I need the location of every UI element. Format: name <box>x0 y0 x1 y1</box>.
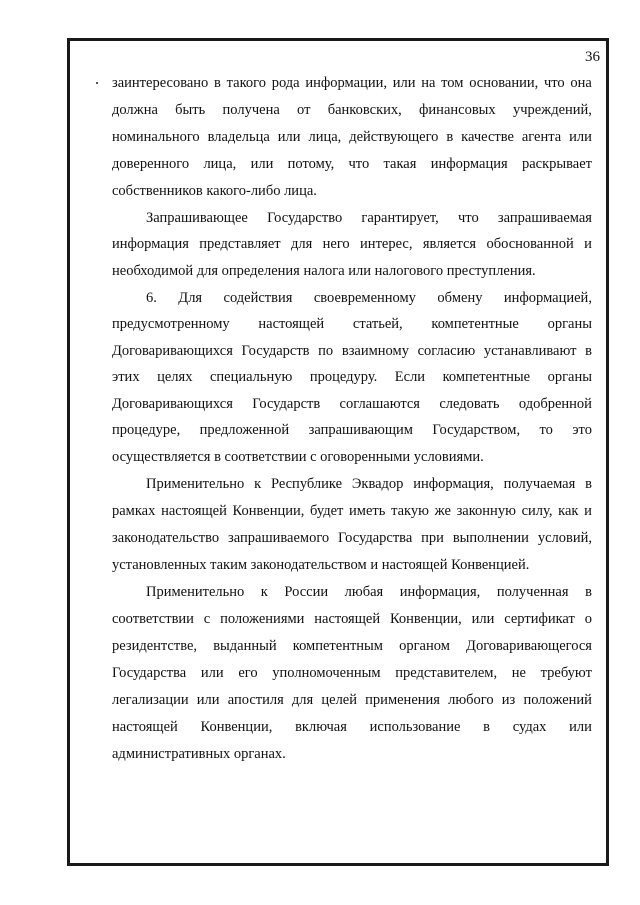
text-line: этих целях специальную процедуру. Если компетентные органы <box>112 369 592 385</box>
text-line: процедуре, предложенной запрашивающим Государством, то это <box>112 422 592 438</box>
text-line: Применительно к России любая информация, полученная в <box>146 584 592 600</box>
text-line: соответствии с положениями настоящей Конвенции, или сертификат о <box>112 611 592 627</box>
text-line: Запрашивающее Государство гарантирует, что запрашиваемая <box>146 210 592 226</box>
text-line: доверенного лица, или потому, что такая информация раскрывает <box>112 156 592 172</box>
text-line: законодательство запрашиваемого Государства при выполнении условий, <box>112 530 592 546</box>
text-line: заинтересовано в такого рода информации, или на том основании, что она <box>112 75 592 91</box>
text-line: собственников какого-либо лица. <box>112 183 317 199</box>
text-line: информация представляет для него интерес, является обоснованной и <box>112 236 592 252</box>
text-line: настоящей Конвенции, включая использование в судах или <box>112 719 592 735</box>
text-line: легализации или апостиля для целей применения любого из положений <box>112 692 592 708</box>
text-line: Договаривающихся Государств соглашаются следовать одобренной <box>112 396 592 412</box>
text-line: 6. Для содействия своевременному обмену информацией, <box>146 290 592 306</box>
page-number: 36 <box>585 49 600 65</box>
text-line: административных органах. <box>112 746 286 762</box>
text-line: предусмотренному настоящей статьей, компетентные органы <box>112 316 592 332</box>
text-line: Применительно к Республике Эквадор информация, получаемая в <box>146 476 592 492</box>
text-line: установленных таким законодательством и настоящей Конвенцией. <box>112 557 530 573</box>
text-line: должна быть получена от банковских, финансовых учреждений, <box>112 102 592 118</box>
text-line: номинального владельца или лица, действующего в качестве агента или <box>112 129 592 145</box>
text-line: рамках настоящей Конвенции, будет иметь такую же законную силу, как и <box>112 503 592 519</box>
text-line: Государства или его уполномоченным представителем, не требуют <box>112 665 592 681</box>
text-line: необходимой для определения налога или налогового преступления. <box>112 263 536 279</box>
text-line: резидентстве, выданный компетентным органом Договаривающегося <box>112 638 592 654</box>
text-line: осуществляется в соответствии с оговоренными условиями. <box>112 449 484 465</box>
scan-artifact <box>96 82 98 84</box>
text-line: Договаривающихся Государств по взаимному согласию устанавливают в <box>112 343 592 359</box>
